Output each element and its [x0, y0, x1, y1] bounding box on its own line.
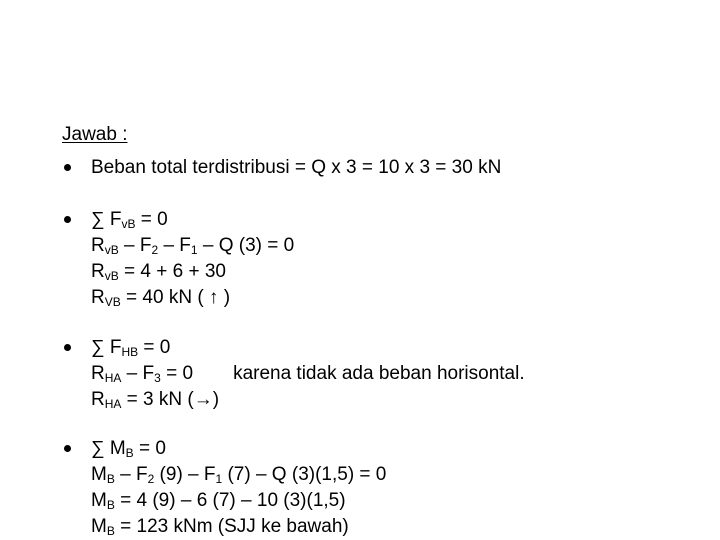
- equation-text: R: [91, 235, 105, 256]
- equation-line: [91, 259, 294, 285]
- equation-text: R: [91, 389, 105, 410]
- item-lines: [91, 155, 501, 181]
- equation-text: M: [91, 464, 107, 485]
- equation-subscript: 2: [147, 472, 155, 486]
- equation-subscript: 3: [154, 371, 161, 385]
- item-lines: [91, 335, 525, 413]
- equation-subscript: HB: [121, 345, 139, 359]
- equation-subscript: 1: [190, 243, 198, 257]
- equation-text: ∑ F: [91, 337, 122, 358]
- equation-subscript: B: [125, 446, 134, 460]
- equation-text: R: [91, 363, 105, 384]
- equation-subscript: B: [106, 498, 115, 512]
- equation-subscript: HA: [104, 371, 122, 385]
- equation-text: Beban total terdistribusi = Q x 3 = 10 x 3 = 30 kN: [91, 157, 502, 178]
- equation-text: – F: [158, 235, 191, 256]
- answer-heading: Jawab :: [62, 124, 128, 145]
- equation-subscript: B: [106, 472, 115, 486]
- item-lines: [91, 436, 386, 540]
- equation-text: (9) – F: [154, 464, 216, 485]
- equation-subscript: vB: [121, 217, 136, 231]
- equation-line: [91, 233, 294, 259]
- equation-subscript: B: [106, 524, 115, 538]
- equation-text: = 0: [138, 337, 171, 358]
- equation-line: [91, 462, 386, 488]
- equation-text: R: [91, 287, 105, 308]
- equation-line: [91, 155, 501, 181]
- equation-line: [91, 207, 294, 233]
- equation-line: [91, 335, 525, 361]
- equation-subscript: 1: [215, 472, 223, 486]
- equation-subscript: vB: [104, 269, 119, 283]
- equation-text: R: [91, 261, 105, 282]
- equation-text: ∑ M: [91, 438, 126, 459]
- equation-line: [91, 285, 294, 311]
- equation-remark: karena tidak ada beban horisontal.: [233, 363, 525, 384]
- equation-subscript: vB: [104, 243, 119, 257]
- equation-subscript: VB: [104, 295, 121, 309]
- equation-text: = 0: [135, 209, 168, 230]
- equation-line: [91, 361, 525, 387]
- equation-text: = 123 kNm (SJJ ke bawah): [114, 516, 349, 537]
- equation-subscript: HA: [104, 397, 122, 411]
- equation-text: – F: [118, 235, 152, 256]
- equation-text: = 4 (9) – 6 (7) – 10 (3)(1,5): [114, 490, 346, 511]
- equation-line: [91, 488, 386, 514]
- equation-subscript: 2: [151, 243, 159, 257]
- equation-text: M: [91, 516, 107, 537]
- equation-text: = 0: [133, 438, 166, 459]
- equation-text: = 4 + 6 + 30: [118, 261, 226, 282]
- equation-text: – Q (3) = 0: [197, 235, 295, 256]
- equation-text: M: [91, 490, 107, 511]
- item-lines: [91, 207, 294, 311]
- equation-text: (7) – Q (3)(1,5) = 0: [222, 464, 387, 485]
- equation-line: [91, 436, 386, 462]
- equation-line: [91, 387, 525, 413]
- equation-text: – F: [121, 363, 155, 384]
- equation-line: [91, 514, 386, 540]
- equation-text: = 0: [160, 363, 194, 384]
- equation-text: ∑ F: [91, 209, 122, 230]
- equation-text: = 3 kN (→): [121, 389, 220, 410]
- equation-text: – F: [114, 464, 148, 485]
- equation-text: = 40 kN ( ↑ ): [120, 287, 231, 308]
